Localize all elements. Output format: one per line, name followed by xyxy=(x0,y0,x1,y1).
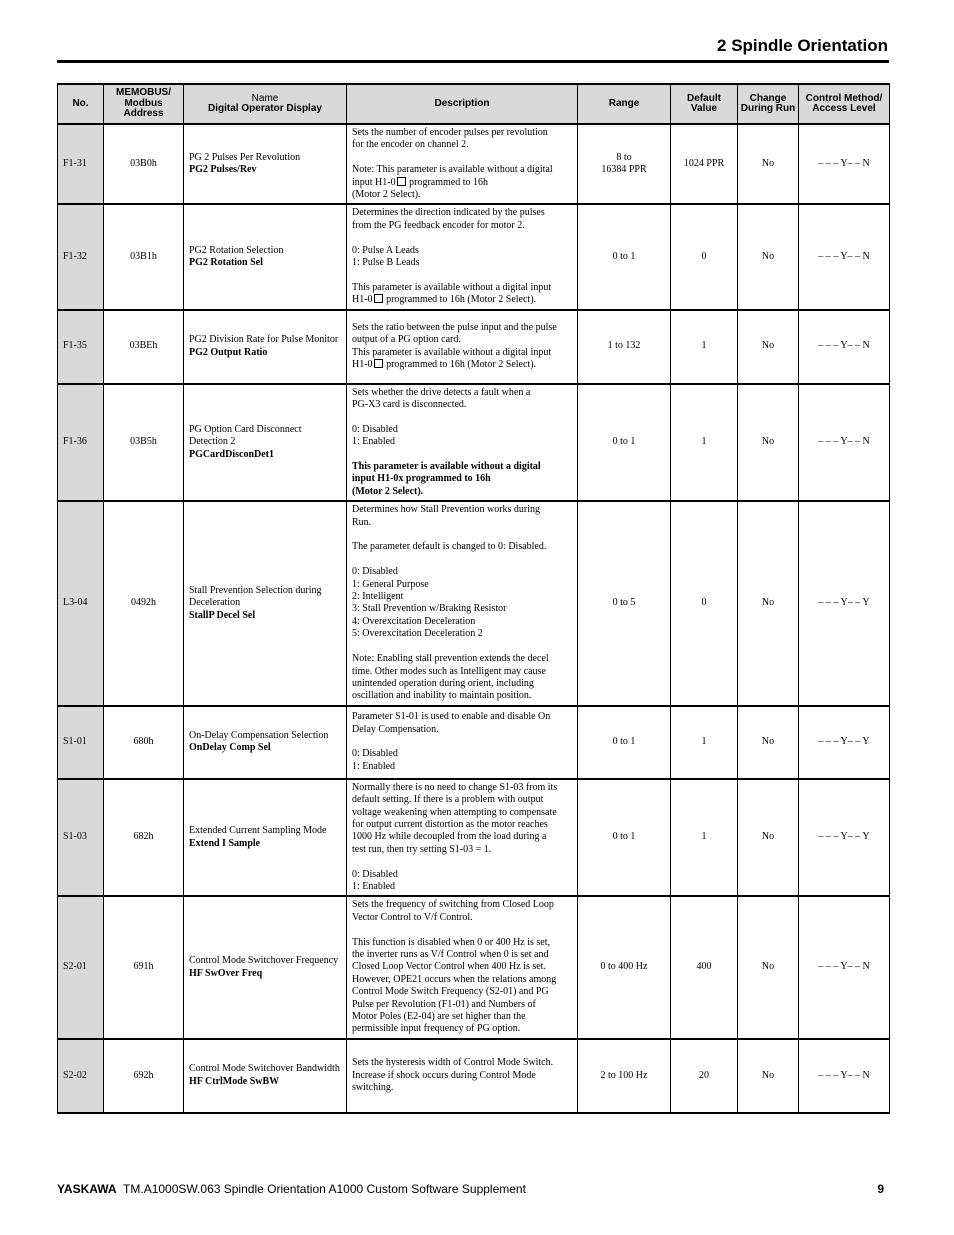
param-description xyxy=(347,204,578,309)
description-line: Sets the number of encoder pulses per revolution xyxy=(352,127,548,138)
placeholder-box-icon xyxy=(374,294,383,303)
description-spacer xyxy=(352,641,572,653)
table-row xyxy=(58,896,890,1038)
description-line: output of a PG option card. xyxy=(352,334,461,346)
param-description xyxy=(347,1039,578,1113)
operator-display-name: HF CtrlMode SwBW xyxy=(189,1075,280,1087)
param-name: PG 2 Pulses Per Revolution xyxy=(189,151,301,163)
table-row xyxy=(58,1039,890,1113)
param-name-cell xyxy=(184,1039,347,1113)
control-method-access-level: – – – Y– – N xyxy=(799,204,890,309)
param-range xyxy=(578,779,671,897)
param-name-cell xyxy=(184,204,347,309)
param-range xyxy=(578,1039,671,1113)
param-name-cell xyxy=(184,779,347,897)
description-line: PG-X3 card is disconnected. xyxy=(352,399,467,411)
table-row xyxy=(58,204,890,309)
range-line: 0 to 5 xyxy=(612,597,636,609)
description-line: (Motor 2 Select). xyxy=(352,189,421,201)
description-line: Motor Poles (E2-04) are set higher than the xyxy=(352,1011,526,1022)
modbus-address: 691h xyxy=(104,896,184,1038)
modbus-address: 03B1h xyxy=(104,204,184,309)
change-during-run: No xyxy=(738,501,799,705)
description-line: Sets whether the drive detects a fault when a xyxy=(352,386,531,398)
operator-display-name: OnDelay Comp Sel xyxy=(189,742,271,754)
description-line: Determines the direction indicated by the pulses xyxy=(352,207,545,219)
change-during-run: No xyxy=(738,124,799,204)
description-line: switching. xyxy=(352,1082,394,1094)
operator-display-name: PGCardDisconDet1 xyxy=(189,448,274,460)
description-line: Run. xyxy=(352,516,372,528)
description-line: H1-0 programmed to 16h (Motor 2 Select). xyxy=(352,294,537,306)
param-name: Control Mode Switchover Bandwidth xyxy=(189,1063,340,1075)
page-number: 9 xyxy=(877,1182,884,1196)
description-line: 5: Overexcitation Deceleration 2 xyxy=(352,628,483,640)
param-name-cell xyxy=(184,310,347,384)
param-name: PG2 Division Rate for Pulse Monitor xyxy=(189,334,339,346)
range-line: 0 to 1 xyxy=(612,250,636,262)
param-number: L3-04 xyxy=(58,501,104,705)
description-line: This function is disabled when 0 or 400 Hz is set, xyxy=(352,936,551,948)
range-line: 8 to xyxy=(616,151,632,163)
description-line: input H1-0x programmed to 16h xyxy=(352,473,491,485)
table-row xyxy=(58,779,890,897)
default-value: 0 xyxy=(671,204,738,309)
footer-document-title: TM.A1000SW.063 Spindle Orientation A1000 Custom Software Supplement xyxy=(123,1182,526,1196)
param-description xyxy=(347,706,578,779)
param-name: Stall Prevention Selection during Deceleration xyxy=(189,584,322,609)
header-divider xyxy=(57,60,889,63)
description-line: Increase if shock occurs during Control Mode xyxy=(352,1069,536,1081)
description-spacer xyxy=(352,924,572,936)
param-name-cell xyxy=(184,124,347,204)
description-spacer xyxy=(352,736,572,748)
param-description xyxy=(347,310,578,384)
description-line: Vector Control to V/f Control. xyxy=(352,911,473,923)
param-name-cell xyxy=(184,896,347,1038)
change-during-run: No xyxy=(738,706,799,779)
modbus-address: 03B5h xyxy=(104,384,184,502)
description-line: Determines how Stall Prevention works during xyxy=(352,504,541,516)
param-number: S2-02 xyxy=(58,1039,104,1113)
description-line: 1: Enabled xyxy=(352,880,396,892)
description-line: 0: Disabled xyxy=(352,748,398,760)
description-line: However, OPE21 occurs when the relations among xyxy=(352,973,557,985)
description-spacer xyxy=(352,856,572,868)
param-description xyxy=(347,896,578,1038)
description-spacer xyxy=(352,449,572,461)
description-line: Control Mode Switch Frequency (S2-01) and PG xyxy=(352,986,549,998)
param-name-cell xyxy=(184,706,347,779)
default-value: 1024 PPR xyxy=(671,124,738,204)
description-line: 0: Disabled xyxy=(352,423,398,435)
description-line: This parameter is available without a digital xyxy=(352,461,541,473)
control-method-access-level: – – – Y– – N xyxy=(799,896,890,1038)
description-line: 0: Pulse A Leads xyxy=(352,244,419,256)
description-spacer xyxy=(352,152,572,164)
param-name-cell xyxy=(184,384,347,502)
param-range xyxy=(578,501,671,705)
description-line: Note: Enabling stall prevention extends the decel xyxy=(352,653,549,665)
range-line: 0 to 1 xyxy=(612,736,636,748)
footer-brand: YASKAWA xyxy=(57,1182,117,1196)
default-value: 1 xyxy=(671,779,738,897)
col-header-range: Range xyxy=(578,84,671,124)
range-line: 2 to 100 Hz xyxy=(600,1069,648,1081)
param-name: PG2 Rotation Selection xyxy=(189,244,284,256)
description-line: from the PG feedback encoder for motor 2. xyxy=(352,219,525,231)
param-range xyxy=(578,706,671,779)
description-line: 1: Pulse B Leads xyxy=(352,257,420,269)
operator-display-name: Extend I Sample xyxy=(189,837,261,849)
operator-display-name: PG2 Output Ratio xyxy=(189,346,268,358)
control-method-access-level: – – – Y– – Y xyxy=(799,779,890,897)
description-line: 4: Overexcitation Deceleration xyxy=(352,615,476,627)
parameter-table xyxy=(57,83,890,1114)
control-method-access-level: – – – Y– – Y xyxy=(799,501,890,705)
description-line: time. Other modes such as Intelligent may cause xyxy=(352,665,546,677)
modbus-address: 680h xyxy=(104,706,184,779)
range-line: 1 to 132 xyxy=(607,340,641,352)
description-line: Delay Compensation. xyxy=(352,723,439,735)
range-line: 0 to 400 Hz xyxy=(600,961,648,973)
placeholder-box-icon xyxy=(374,359,383,368)
modbus-address: 692h xyxy=(104,1039,184,1113)
control-method-access-level: – – – Y– – N xyxy=(799,310,890,384)
col-header-name-bottom: Digital Operator Display xyxy=(208,103,322,114)
table-row xyxy=(58,706,890,779)
change-during-run: No xyxy=(738,310,799,384)
operator-display-name: HF SwOver Freq xyxy=(189,967,263,979)
param-description xyxy=(347,124,578,204)
table-row xyxy=(58,124,890,204)
param-range xyxy=(578,384,671,502)
operator-display-name: StallP Decel Sel xyxy=(189,609,256,621)
param-number: F1-36 xyxy=(58,384,104,502)
description-line: default setting. If there is a problem with output xyxy=(352,794,544,806)
modbus-address: 03BEh xyxy=(104,310,184,384)
param-name: PG Option Card Disconnect Detection 2 xyxy=(189,423,302,448)
description-line: (Motor 2 Select). xyxy=(352,485,424,497)
range-line: 0 to 1 xyxy=(612,436,636,448)
operator-display-name: PG2 Pulses/Rev xyxy=(189,164,257,176)
description-line: Closed Loop Vector Control when 400 Hz is set. xyxy=(352,961,546,973)
description-line: the inverter runs as V/f Control when 0 is set and xyxy=(352,948,549,960)
param-number: S2-01 xyxy=(58,896,104,1038)
description-line: This parameter is available without a digital input xyxy=(352,281,552,293)
description-line: H1-0 programmed to 16h (Motor 2 Select). xyxy=(352,359,537,371)
modbus-address: 682h xyxy=(104,779,184,897)
description-line: 2: Intelligent xyxy=(352,591,404,603)
range-line: 0 to 1 xyxy=(612,831,636,843)
description-line: permissible input frequency of PG option. xyxy=(352,1023,521,1035)
description-line: for the encoder on channel 2. xyxy=(352,139,469,151)
col-header-no: No. xyxy=(58,84,104,124)
control-method-access-level: – – – Y– – N xyxy=(799,1039,890,1113)
modbus-address: 0492h xyxy=(104,501,184,705)
control-method-access-level: – – – Y– – N xyxy=(799,384,890,502)
default-value: 400 xyxy=(671,896,738,1038)
param-number: F1-32 xyxy=(58,204,104,309)
change-during-run: No xyxy=(738,896,799,1038)
description-line: unintended operation during orient, including xyxy=(352,677,534,689)
param-description xyxy=(347,384,578,502)
range-line: 16384 PPR xyxy=(601,164,647,176)
operator-display-name: PG2 Rotation Sel xyxy=(189,257,263,269)
placeholder-box-icon xyxy=(397,177,406,186)
description-line: 1: Enabled xyxy=(352,760,396,772)
table-row xyxy=(58,501,890,705)
description-line: The parameter default is changed to 0: Disabled. xyxy=(352,541,547,553)
param-range xyxy=(578,896,671,1038)
description-spacer xyxy=(352,269,572,281)
description-line: for output current distortion as the motor reaches xyxy=(352,818,548,830)
description-spacer xyxy=(352,232,572,244)
description-line: 1000 Hz while decoupled from the load during a xyxy=(352,831,547,843)
modbus-address: 03B0h xyxy=(104,124,184,204)
param-description xyxy=(347,501,578,705)
param-name-cell xyxy=(184,501,347,705)
param-number: F1-31 xyxy=(58,124,104,204)
description-line: Normally there is no need to change S1-03 from its xyxy=(352,781,558,793)
description-line: test run, then try setting S1-03 = 1. xyxy=(352,843,492,855)
control-method-access-level: – – – Y– – N xyxy=(799,124,890,204)
param-range xyxy=(578,310,671,384)
description-line: Pulse per Revolution (F1-01) and Numbers of xyxy=(352,998,536,1010)
description-line: 0: Disabled xyxy=(352,566,398,578)
table-body xyxy=(58,124,890,1113)
description-spacer xyxy=(352,554,572,566)
col-header-control: Control Method/ Access Level xyxy=(799,84,890,124)
description-line: voltage weakening when attempting to compensate xyxy=(352,806,557,818)
param-range xyxy=(578,204,671,309)
description-line: Sets the ratio between the pulse input and the pulse xyxy=(352,321,557,333)
col-header-name-top: Name xyxy=(251,92,279,104)
col-header-description: Description xyxy=(347,84,578,124)
default-value: 0 xyxy=(671,501,738,705)
description-line: oscillation and inability to maintain position. xyxy=(352,690,532,702)
description-line: 1: General Purpose xyxy=(352,578,429,590)
col-header-change: Change During Run xyxy=(738,84,799,124)
change-during-run: No xyxy=(738,779,799,897)
param-name: Control Mode Switchover Frequency xyxy=(189,955,339,967)
description-line: 3: Stall Prevention w/Braking Resistor xyxy=(352,603,507,615)
col-header-default: Default Value xyxy=(671,84,738,124)
default-value: 1 xyxy=(671,310,738,384)
param-number: S1-01 xyxy=(58,706,104,779)
default-value: 20 xyxy=(671,1039,738,1113)
param-number: F1-35 xyxy=(58,310,104,384)
description-line: input H1-0 programmed to 16h xyxy=(352,176,488,188)
description-line: 0: Disabled xyxy=(352,868,398,880)
col-header-memobus: MEMOBUS/ Modbus Address xyxy=(104,84,184,124)
description-spacer xyxy=(352,529,572,541)
table-row xyxy=(58,310,890,384)
page-footer xyxy=(57,1182,884,1196)
param-name: Extended Current Sampling Mode xyxy=(189,825,327,837)
description-line: This parameter is available without a digital input xyxy=(352,346,552,358)
param-range xyxy=(578,124,671,204)
default-value: 1 xyxy=(671,384,738,502)
description-line: 1: Enabled xyxy=(352,436,396,448)
change-during-run: No xyxy=(738,1039,799,1113)
table-header-row xyxy=(58,84,890,124)
table-row xyxy=(58,384,890,502)
control-method-access-level: – – – Y– – Y xyxy=(799,706,890,779)
param-name: On-Delay Compensation Selection xyxy=(189,729,329,741)
default-value: 1 xyxy=(671,706,738,779)
param-number: S1-03 xyxy=(58,779,104,897)
description-spacer xyxy=(352,411,572,423)
param-description xyxy=(347,779,578,897)
col-header-name xyxy=(184,84,347,124)
description-line: Note: This parameter is available without a digital xyxy=(352,164,553,176)
description-line: Sets the frequency of switching from Closed Loop xyxy=(352,899,554,911)
change-during-run: No xyxy=(738,384,799,502)
description-line: Parameter S1-01 is used to enable and disable On xyxy=(352,711,551,723)
page-title: 2 Spindle Orientation xyxy=(717,36,888,55)
change-during-run: No xyxy=(738,204,799,309)
description-line: Sets the hysteresis width of Control Mode Switch. xyxy=(352,1057,554,1069)
